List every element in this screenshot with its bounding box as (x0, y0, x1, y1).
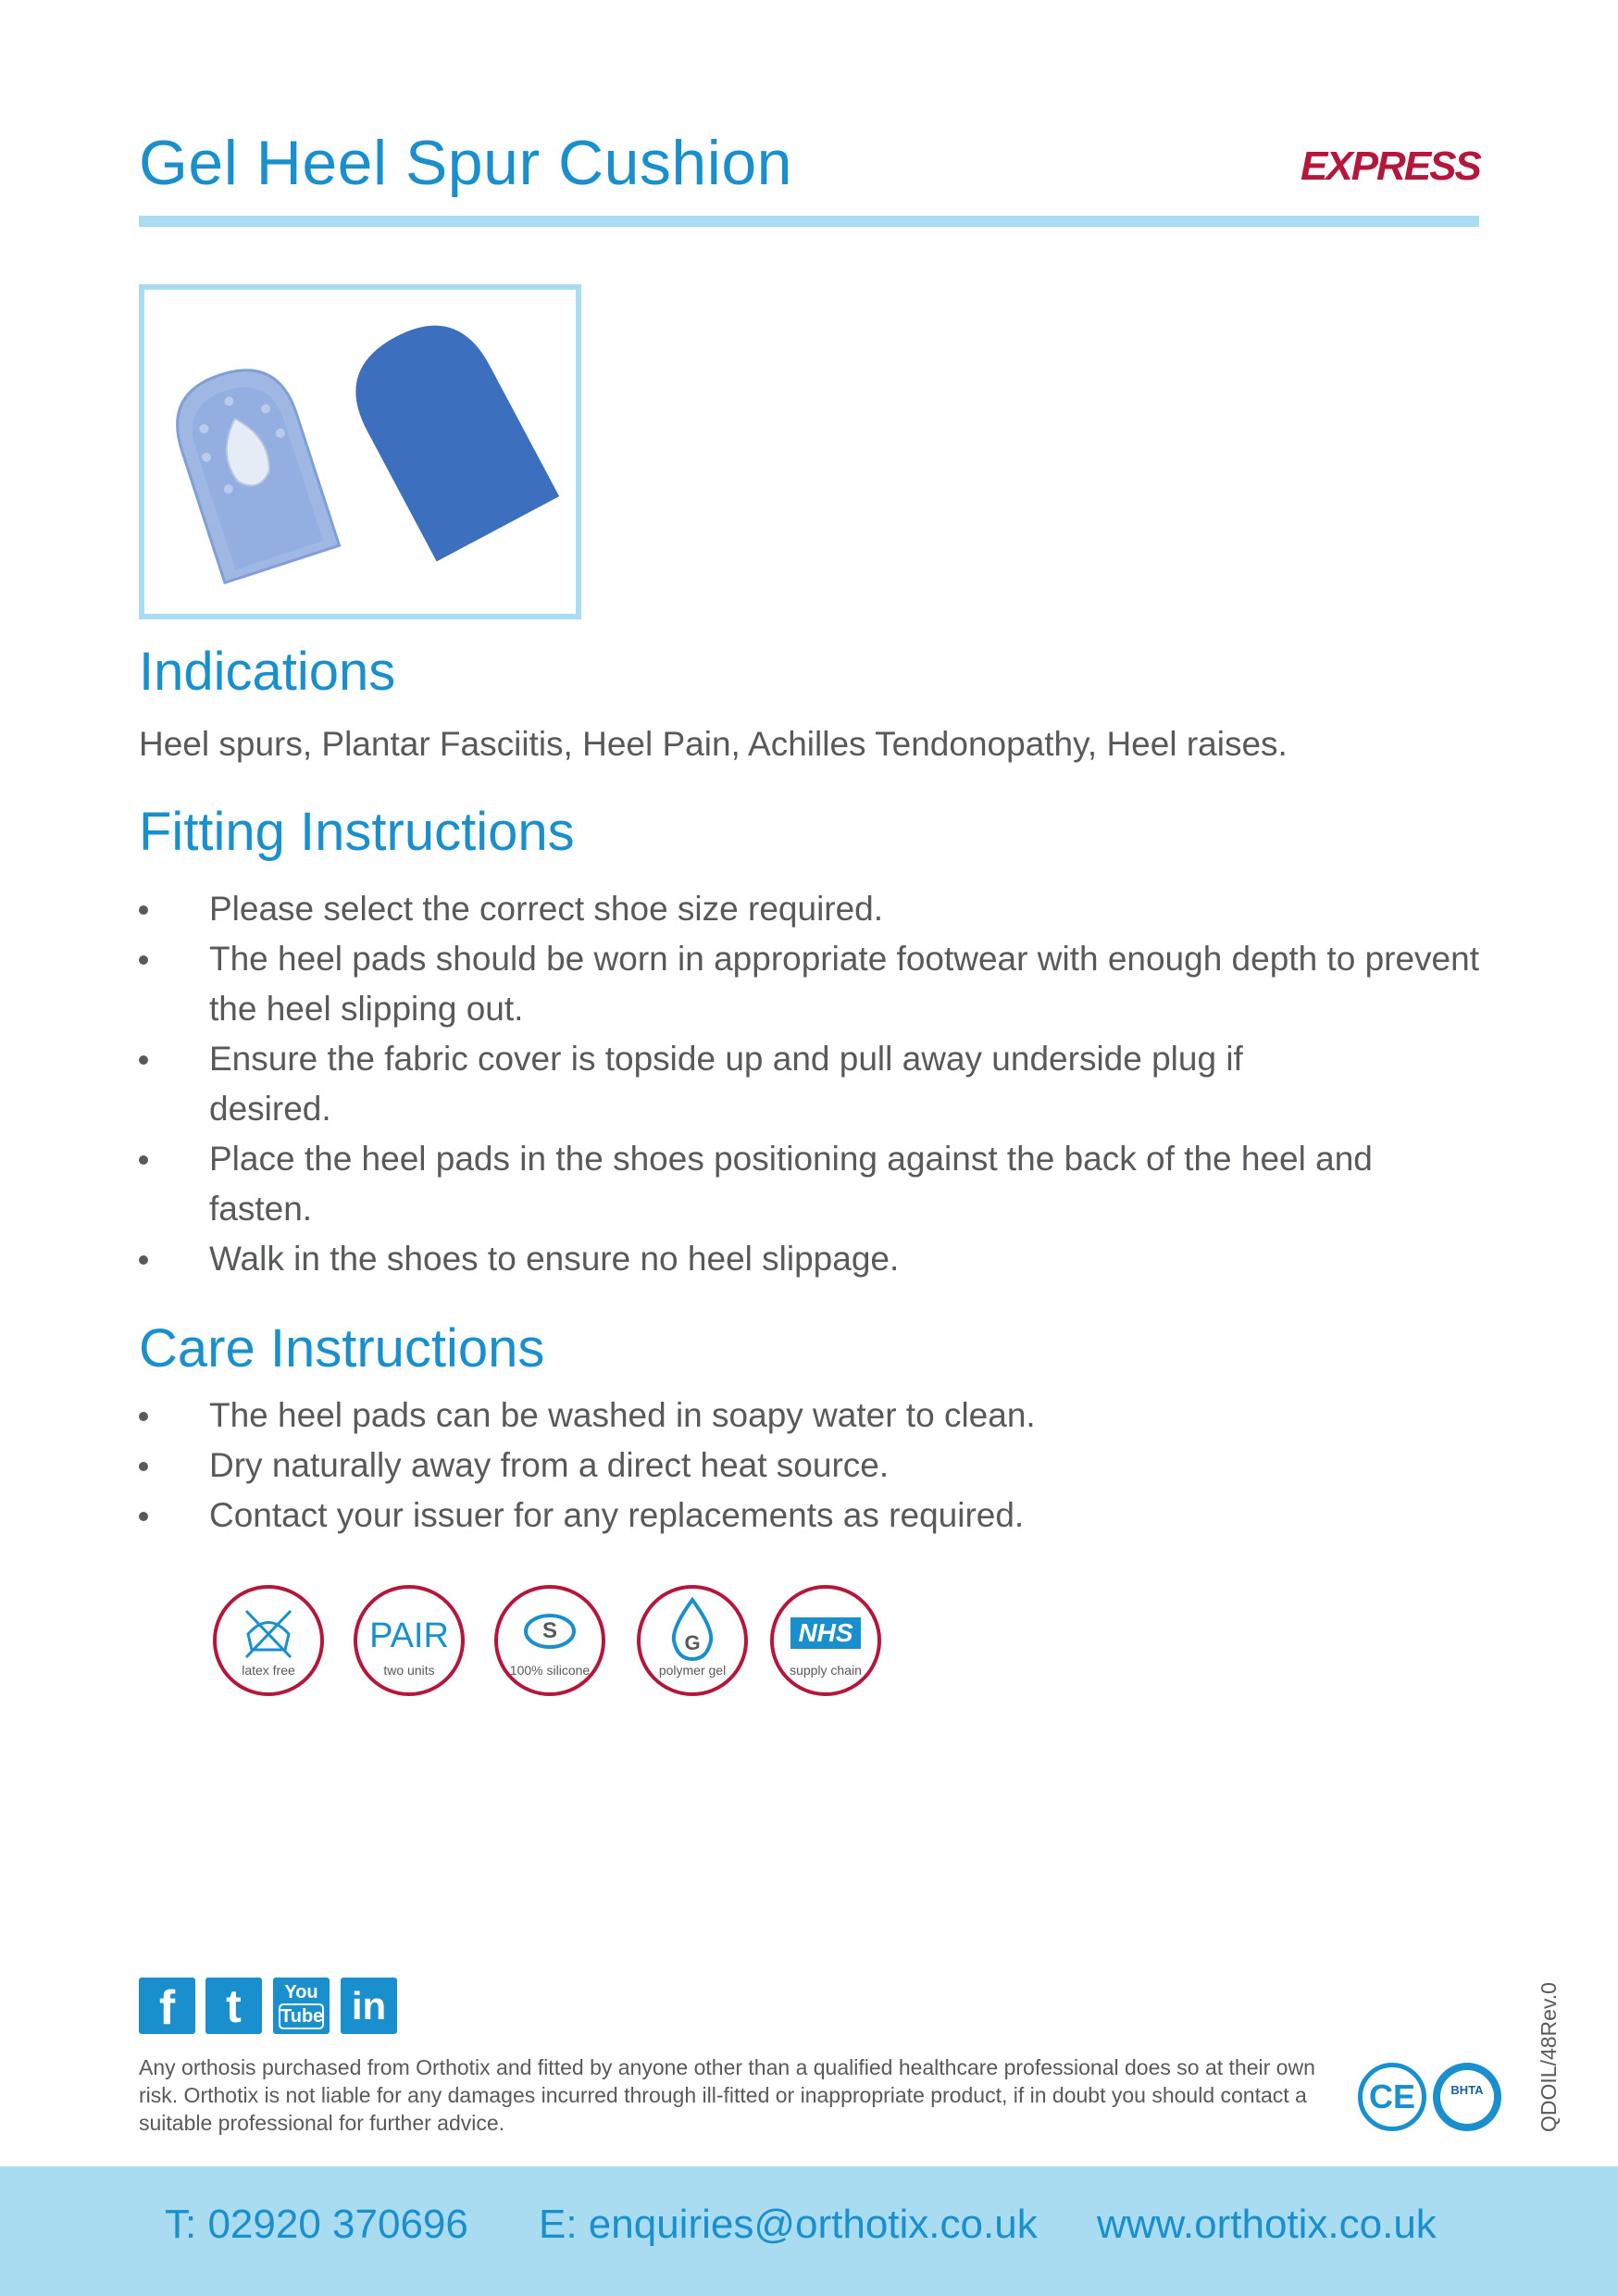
list-item: Ensure the fabric cover is topside up and pull away underside plug if desired. (139, 1034, 1481, 1134)
linkedin-icon[interactable]: in (341, 1978, 397, 2034)
nhs-badge: NHS supply chain (768, 1583, 883, 1698)
list-item: Walk in the shoes to ensure no heel slippage. (139, 1234, 1481, 1284)
ce-mark-icon: CE (1358, 2063, 1426, 2131)
list-item: The heel pads should be worn in appropriate footwear with enough depth to prevent the heel slipping out. (139, 934, 1481, 1034)
pair-badge: PAIR two units (352, 1583, 467, 1698)
phone-number[interactable]: T: 02920 370696 (165, 2202, 468, 2247)
list-item: The heel pads can be washed in soapy water to clean. (139, 1391, 1481, 1441)
indications-text: Heel spurs, Plantar Fasciitis, Heel Pain, Achilles Tendonopathy, Heel raises. (139, 725, 1288, 763)
email-link[interactable]: E: enquiries@orthotix.co.uk (539, 2202, 1038, 2247)
bullet-icon (139, 1255, 148, 1265)
bullet-icon (139, 1412, 148, 1421)
fitting-list (139, 884, 1481, 1284)
bullet-icon (139, 1462, 148, 1471)
document-reference: QDOIL/48Rev.0 (1537, 1982, 1561, 2132)
latex-free-badge: latex free (211, 1583, 326, 1698)
product-image (139, 284, 581, 619)
indications-heading: Indications (139, 642, 396, 702)
list-item: Contact your issuer for any replacements as required. (139, 1491, 1481, 1541)
facebook-icon[interactable]: f (139, 1978, 195, 2034)
silicone-badge: S 100% silicone (492, 1583, 607, 1698)
care-list (139, 1391, 1481, 1541)
list-item: Place the heel pads in the shoes positioning against the back of the heel and fasten. (139, 1134, 1481, 1234)
website-link[interactable]: www.orthotix.co.uk (1097, 2202, 1437, 2247)
contact-footer (0, 2166, 1618, 2296)
bullet-icon (139, 1055, 148, 1065)
fitting-heading: Fitting Instructions (139, 802, 575, 862)
heel-cushion-illustration (144, 290, 576, 614)
bullet-icon (139, 955, 148, 965)
care-heading: Care Instructions (139, 1318, 545, 1379)
list-item: Please select the correct shoe size required. (139, 884, 1481, 934)
disclaimer-text: Any orthosis purchased from Orthotix and fitted by anyone other than a qualified healthcare professional does so at their own risk. Orthotix is not liable for any damages incurred through ill-fitted or inappropriate product, if in doubt you should contact a suitable professional for further advice. (139, 2055, 1315, 2135)
title-divider (139, 216, 1479, 227)
bullet-icon (139, 1512, 148, 1521)
bhta-logo: BHTA (1433, 2063, 1501, 2131)
express-logo: EXPRESS (1301, 144, 1480, 189)
bullet-icon (139, 1155, 148, 1165)
latex-free-icon (211, 1583, 326, 1698)
list-item: Dry naturally away from a direct heat source. (139, 1441, 1481, 1491)
polymer-gel-badge: G polymer gel (635, 1583, 750, 1698)
twitter-icon[interactable]: t (205, 1978, 262, 2034)
page-title: Gel Heel Spur Cushion (139, 128, 792, 198)
youtube-icon[interactable]: You Tube (273, 1978, 330, 2034)
bullet-icon (139, 905, 148, 915)
